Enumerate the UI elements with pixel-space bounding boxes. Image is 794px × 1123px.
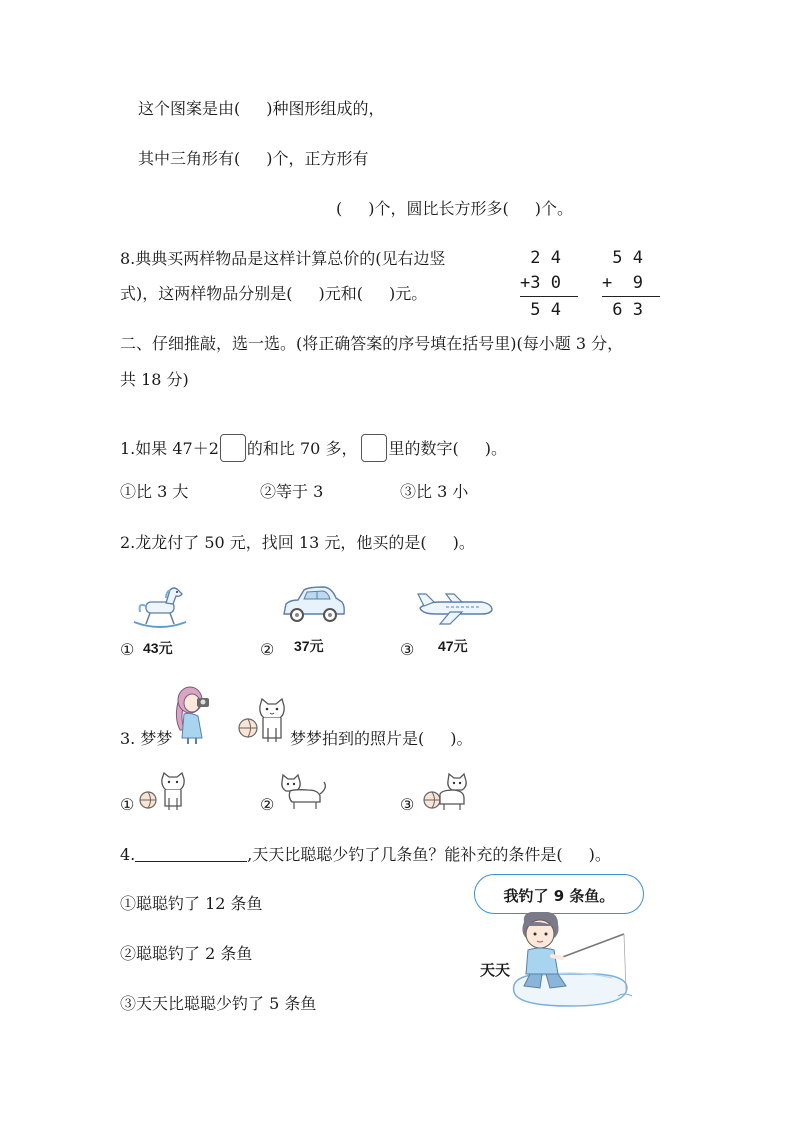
calc-top: 5 4 <box>602 248 643 268</box>
boy-name-label: 天天 <box>480 961 511 979</box>
girl-with-camera-icon <box>170 684 216 746</box>
vertical-calc-2 <box>602 248 662 320</box>
section-heading: 二、仔细推敲，选一选。(将正确答案的序号填在括号里)(每小题 3 分， <box>120 334 624 353</box>
s3-stem: 梦梦拍到的照片是( )。 <box>290 729 473 748</box>
s2-option-3-number[interactable]: ③ <box>400 640 415 659</box>
speech-bubble <box>474 874 644 914</box>
kitten-and-ball-icon <box>238 698 286 744</box>
digit-box[interactable] <box>361 434 387 462</box>
speech-text: 我钓了 9 条鱼。 <box>503 887 615 905</box>
s1-option-3[interactable]: ③比 3 小 <box>400 482 469 501</box>
calc-mid: + 9 <box>602 273 643 293</box>
s2-option-2-number[interactable]: ② <box>260 640 275 659</box>
photo-option-2-icon[interactable] <box>278 772 330 812</box>
calc-mid: +3 0 <box>520 273 561 293</box>
s2-option-1-number[interactable]: ① <box>120 640 135 659</box>
fill-in-line[interactable] <box>135 845 247 862</box>
s3-option-2-number[interactable]: ② <box>260 795 275 814</box>
s1-option-1[interactable]: ①比 3 大 <box>120 482 189 501</box>
calc-result: 6 3 <box>602 300 643 320</box>
s3-name: 3. 梦梦 <box>120 729 173 748</box>
q8-line1: 8.典典买两样物品是这样计算总价的(见右边竖 <box>120 249 446 268</box>
s1-stem: 1.如果 47＋2 的和比 70 多， 里的数字( )。 <box>120 434 507 462</box>
s4-option-1[interactable]: ①聪聪钓了 12 条鱼 <box>120 894 263 913</box>
s4-option-2[interactable]: ②聪聪钓了 2 条鱼 <box>120 944 253 963</box>
s2-stem: 2.龙龙付了 50 元，找回 13 元，他买的是( )。 <box>120 533 475 552</box>
price-label: 37元 <box>294 638 324 654</box>
price-label: 47元 <box>438 638 468 654</box>
calc-top: 2 4 <box>520 248 561 268</box>
s3-option-3-number[interactable]: ③ <box>400 795 415 814</box>
s1-option-2[interactable]: ②等于 3 <box>260 482 324 501</box>
q7-line3: ( )个，圆比长方形多( )个。 <box>336 199 573 218</box>
price-label: 43元 <box>143 640 173 656</box>
rocking-horse-icon[interactable] <box>128 582 192 630</box>
calc-rule <box>602 296 660 297</box>
photo-option-3-icon[interactable] <box>418 772 470 812</box>
q8-line2: 式)，这两样物品分别是( )元和( )元。 <box>120 284 428 303</box>
q7-line1: 这个图案是由( )种图形组成的， <box>138 99 385 118</box>
q7-line2: 其中三角形有( )个，正方形有 <box>138 149 369 168</box>
toy-airplane-icon[interactable] <box>416 590 494 626</box>
vertical-calc-1 <box>520 248 580 320</box>
fishing-boy-icon <box>500 912 640 1012</box>
s4-option-3[interactable]: ③天天比聪聪少钓了 5 条鱼 <box>120 994 317 1013</box>
photo-option-1-icon[interactable] <box>138 772 190 812</box>
toy-car-icon[interactable] <box>280 584 348 626</box>
s3-option-1-number[interactable]: ① <box>120 795 135 814</box>
digit-box[interactable] <box>220 434 246 462</box>
s4-stem: 4. ,天天比聪聪少钓了几条鱼？能补充的条件是( )。 <box>120 845 611 864</box>
calc-result: 5 4 <box>520 300 561 320</box>
calc-rule <box>520 296 578 297</box>
section-heading-cont: 共 18 分) <box>120 370 189 389</box>
